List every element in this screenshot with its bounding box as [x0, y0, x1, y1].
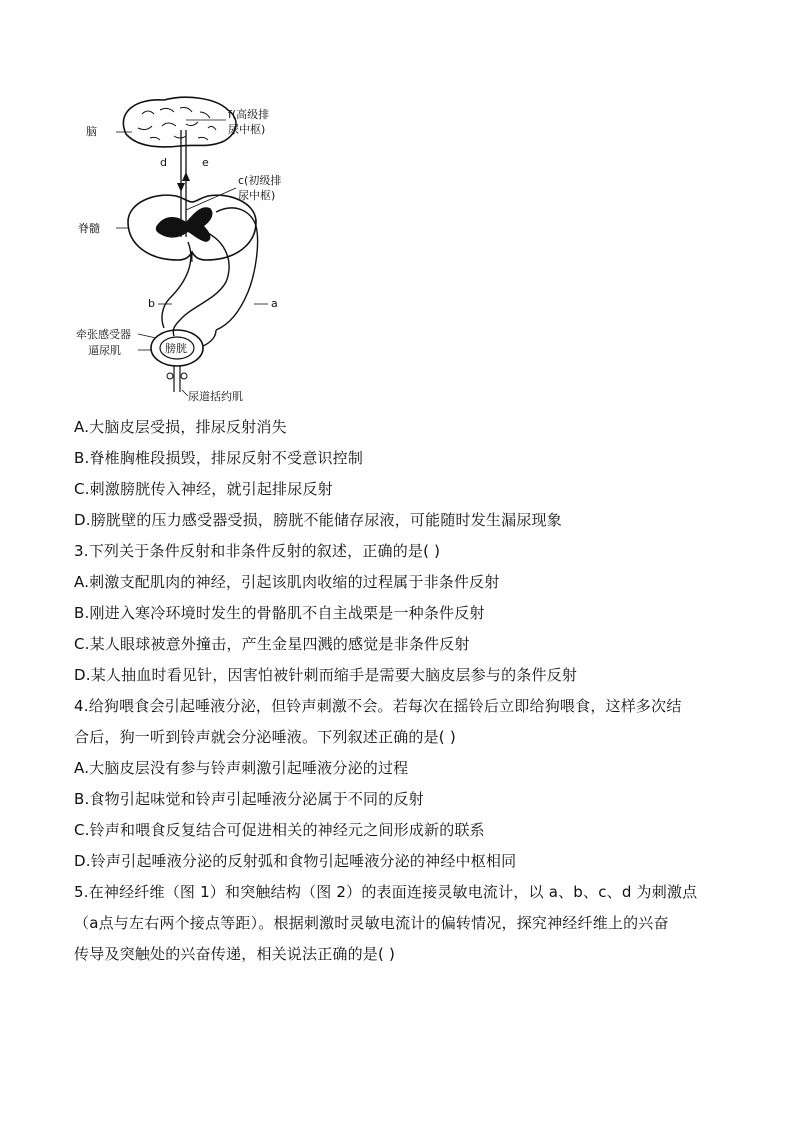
q4-option-a: A.大脑皮层没有参与铃声刺激引起唾液分泌的过程 — [74, 759, 409, 777]
label-d: d — [160, 156, 167, 169]
label-e: e — [202, 156, 209, 169]
q5-stem-line3: 传导及突触处的兴奋传递，相关说法正确的是( ) — [74, 945, 396, 963]
label-a: a — [271, 297, 278, 310]
label-sphincter: 尿道括约肌 — [188, 390, 243, 403]
q5-stem-line1: 5.在神经纤维（图 1）和突触结构（图 2）的表面连接灵敏电流计，以 a、b、c、d 为刺激点 — [74, 883, 698, 901]
q5-stem-line2: （a点与左右两个接点等距）。根据刺激时灵敏电流计的偏转情况，探究神经纤维上的兴奋 — [74, 914, 669, 932]
q3-option-a: A.刺激支配肌肉的神经，引起该肌肉收缩的过程属于非条件反射 — [74, 573, 500, 591]
label-stretch-receptor: 牵张感受器 — [76, 328, 131, 341]
diagram-drawing — [76, 92, 296, 410]
q4-option-c: C.铃声和喂食反复结合可促进相关的神经元之间形成新的联系 — [74, 821, 485, 839]
label-brain: 脑 — [86, 125, 97, 138]
q3-option-d: D.某人抽血时看见针，因害怕被针刺而缩手是需要大脑皮层参与的条件反射 — [74, 666, 578, 684]
q2-option-c: C.刺激膀胱传入神经，就引起排尿反射 — [74, 480, 333, 498]
q4-stem-line1: 4.给狗喂食会引起唾液分泌，但铃声刺激不会。若每次在摇铃后立即给狗喂食，这样多次结 — [74, 697, 682, 715]
q3-option-b: B.刚进入寒冷环境时发生的骨骼肌不自主战栗是一种条件反射 — [74, 604, 485, 622]
q4-stem-line2: 合后，狗一听到铃声就会分泌唾液。下列叙述正确的是( ) — [74, 728, 456, 746]
q3-stem: 3.下列关于条件反射和非条件反射的叙述，正确的是( ) — [74, 542, 441, 560]
label-spinal-cord: 脊髓 — [78, 222, 100, 235]
q2-option-b: B.脊椎胸椎段损毁，排尿反射不受意识控制 — [74, 449, 364, 467]
label-c-line1: c(初级排 — [238, 174, 282, 187]
label-f-line2: 尿中枢) — [228, 123, 266, 136]
q2-option-a: A.大脑皮层受损，排尿反射消失 — [74, 418, 287, 436]
question-text — [74, 412, 724, 970]
label-bladder: 膀胱 — [165, 342, 187, 355]
q4-option-d: D.铃声引起唾液分泌的反射弧和食物引起唾液分泌的神经中枢相同 — [74, 852, 517, 870]
q4-option-b: B.食物引起味觉和铃声引起唾液分泌属于不同的反射 — [74, 790, 424, 808]
label-detrusor: 逼尿肌 — [88, 344, 121, 357]
q3-option-c: C.某人眼球被意外撞击，产生金星四溅的感觉是非条件反射 — [74, 635, 470, 653]
q2-option-d: D.膀胱壁的压力感受器受损，膀胱不能储存尿液，可能随时发生漏尿现象 — [74, 511, 562, 529]
label-f-line1: f(高级排 — [228, 108, 270, 121]
label-b: b — [148, 297, 155, 310]
micturition-reflex-diagram — [76, 92, 296, 410]
label-c-line2: 尿中枢) — [238, 189, 276, 202]
